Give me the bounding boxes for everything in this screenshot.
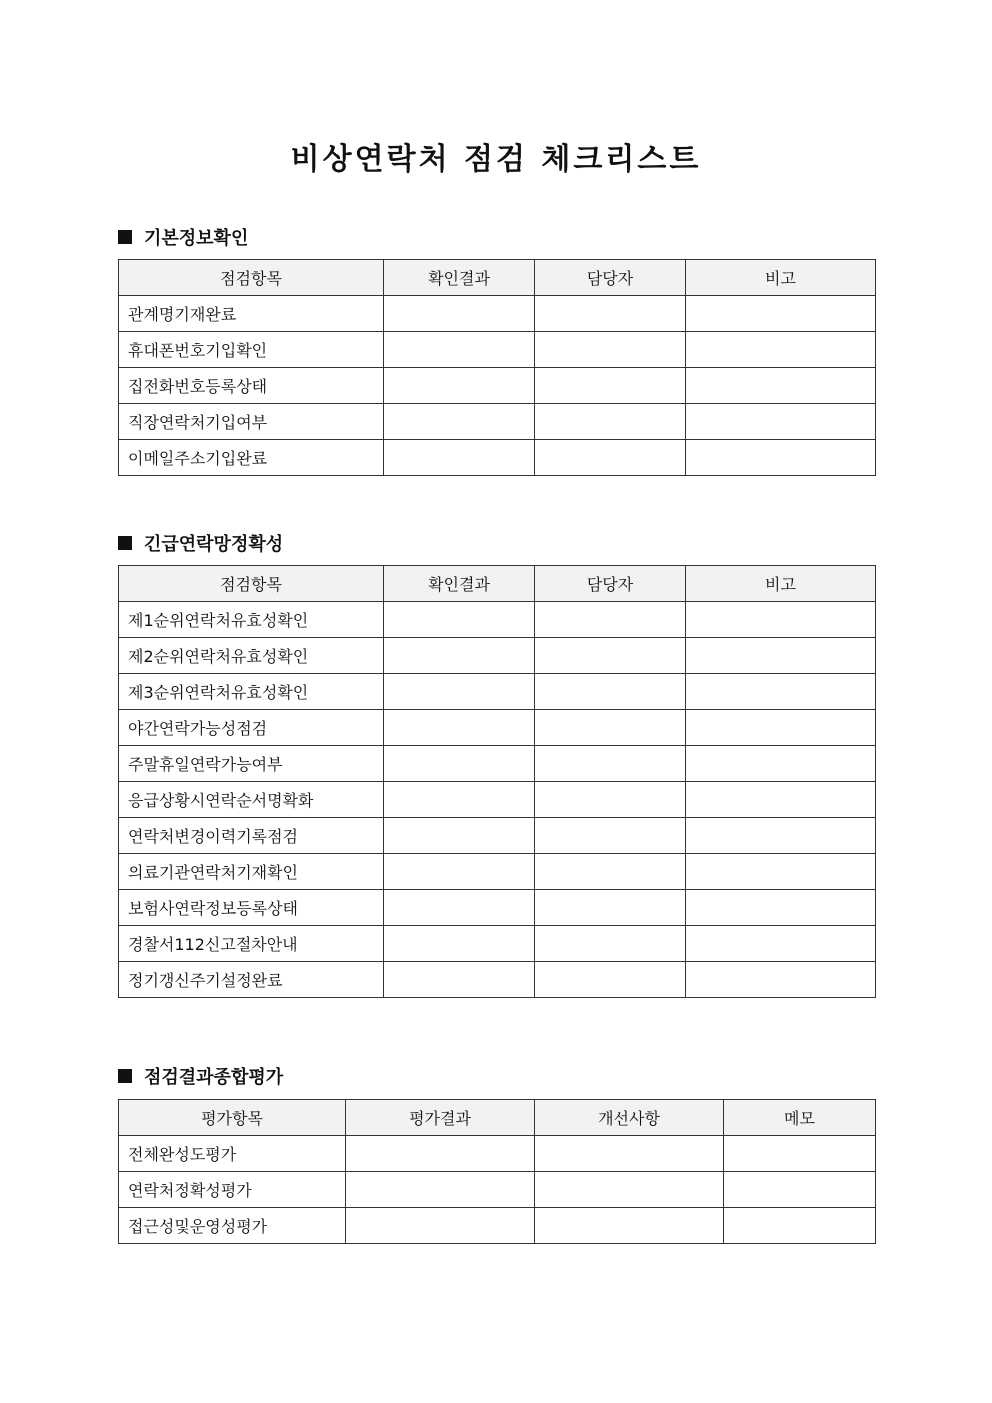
remarks-cell[interactable] [686, 962, 876, 998]
check-item-label: 이메일주소기입완료 [119, 440, 384, 476]
evaluation-result-cell[interactable] [346, 1208, 535, 1244]
assignee-cell[interactable] [535, 890, 686, 926]
result-cell[interactable] [384, 962, 535, 998]
remarks-cell[interactable] [686, 638, 876, 674]
section-heading-emergency-network [118, 530, 283, 556]
table-row [119, 440, 876, 476]
improvement-cell[interactable] [535, 1208, 724, 1244]
remarks-cell[interactable] [686, 404, 876, 440]
check-item-label: 제1순위연락처유효성확인 [119, 602, 384, 638]
table-row [119, 638, 876, 674]
table-row [119, 962, 876, 998]
square-bullet-icon [118, 1069, 132, 1083]
section-heading-overall-evaluation [118, 1063, 283, 1089]
result-cell[interactable] [384, 440, 535, 476]
table-row [119, 404, 876, 440]
evaluation-result-cell[interactable] [346, 1172, 535, 1208]
overall-evaluation-table [118, 1099, 876, 1244]
result-cell[interactable] [384, 782, 535, 818]
result-cell[interactable] [384, 674, 535, 710]
column-header: 비고 [686, 566, 876, 602]
remarks-cell[interactable] [686, 602, 876, 638]
result-cell[interactable] [384, 746, 535, 782]
remarks-cell[interactable] [686, 368, 876, 404]
remarks-cell[interactable] [686, 926, 876, 962]
table-row [119, 854, 876, 890]
assignee-cell[interactable] [535, 332, 686, 368]
assignee-cell[interactable] [535, 440, 686, 476]
memo-cell[interactable] [724, 1172, 876, 1208]
table-header-row [119, 566, 876, 602]
table-row [119, 710, 876, 746]
assignee-cell[interactable] [535, 602, 686, 638]
column-header: 메모 [724, 1100, 876, 1136]
assignee-cell[interactable] [535, 782, 686, 818]
remarks-cell[interactable] [686, 890, 876, 926]
check-item-label: 주말휴일연락가능여부 [119, 746, 384, 782]
page-title: 비상연락처 점검 체크리스트 [290, 142, 702, 177]
column-header: 확인결과 [384, 566, 535, 602]
column-header: 담당자 [535, 260, 686, 296]
assignee-cell[interactable] [535, 296, 686, 332]
improvement-cell[interactable] [535, 1172, 724, 1208]
table-row [119, 1136, 876, 1172]
check-item-label: 집전화번호등록상태 [119, 368, 384, 404]
column-header: 확인결과 [384, 260, 535, 296]
table-row [119, 782, 876, 818]
table-row [119, 926, 876, 962]
table-row [119, 890, 876, 926]
result-cell[interactable] [384, 638, 535, 674]
check-item-label: 경찰서112신고절차안내 [119, 926, 384, 962]
check-item-label: 관계명기재완료 [119, 296, 384, 332]
remarks-cell[interactable] [686, 854, 876, 890]
result-cell[interactable] [384, 404, 535, 440]
column-header: 평가결과 [346, 1100, 535, 1136]
result-cell[interactable] [384, 710, 535, 746]
improvement-cell[interactable] [535, 1136, 724, 1172]
remarks-cell[interactable] [686, 746, 876, 782]
table-row [119, 674, 876, 710]
section-heading-basic-info [118, 224, 248, 250]
table-row [119, 1208, 876, 1244]
section-heading-text: 기본정보확인 [144, 228, 249, 249]
table-row [119, 746, 876, 782]
evaluation-item-label: 전체완성도평가 [119, 1136, 346, 1172]
remarks-cell[interactable] [686, 332, 876, 368]
memo-cell[interactable] [724, 1208, 876, 1244]
table-row [119, 602, 876, 638]
assignee-cell[interactable] [535, 962, 686, 998]
remarks-cell[interactable] [686, 710, 876, 746]
emergency-network-table [118, 565, 876, 998]
check-item-label: 직장연락처기입여부 [119, 404, 384, 440]
assignee-cell[interactable] [535, 854, 686, 890]
remarks-cell[interactable] [686, 674, 876, 710]
table-row [119, 296, 876, 332]
result-cell[interactable] [384, 332, 535, 368]
section-heading-text: 점검결과종합평가 [144, 1067, 284, 1088]
table-row [119, 332, 876, 368]
check-item-label: 보험사연락정보등록상태 [119, 890, 384, 926]
check-item-label: 정기갱신주기설정완료 [119, 962, 384, 998]
assignee-cell[interactable] [535, 746, 686, 782]
remarks-cell[interactable] [686, 296, 876, 332]
evaluation-item-label: 연락처정확성평가 [119, 1172, 346, 1208]
table-row [119, 818, 876, 854]
check-item-label: 의료기관연락처기재확인 [119, 854, 384, 890]
memo-cell[interactable] [724, 1136, 876, 1172]
evaluation-item-label: 접근성및운영성평가 [119, 1208, 346, 1244]
remarks-cell[interactable] [686, 818, 876, 854]
basic-info-table [118, 259, 876, 476]
square-bullet-icon [118, 536, 132, 550]
remarks-cell[interactable] [686, 782, 876, 818]
table-header-row [119, 260, 876, 296]
table-row [119, 368, 876, 404]
column-header: 비고 [686, 260, 876, 296]
result-cell[interactable] [384, 602, 535, 638]
check-item-label: 야간연락가능성점검 [119, 710, 384, 746]
assignee-cell[interactable] [535, 818, 686, 854]
assignee-cell[interactable] [535, 710, 686, 746]
check-item-label: 제3순위연락처유효성확인 [119, 674, 384, 710]
column-header: 점검항목 [119, 260, 384, 296]
column-header: 개선사항 [535, 1100, 724, 1136]
result-cell[interactable] [384, 296, 535, 332]
column-header: 점검항목 [119, 566, 384, 602]
assignee-cell[interactable] [535, 404, 686, 440]
assignee-cell[interactable] [535, 368, 686, 404]
result-cell[interactable] [384, 368, 535, 404]
square-bullet-icon [118, 230, 132, 244]
result-cell[interactable] [384, 818, 535, 854]
check-item-label: 제2순위연락처유효성확인 [119, 638, 384, 674]
result-cell[interactable] [384, 854, 535, 890]
table-row [119, 1172, 876, 1208]
result-cell[interactable] [384, 926, 535, 962]
column-header: 평가항목 [119, 1100, 346, 1136]
assignee-cell[interactable] [535, 674, 686, 710]
section-heading-text: 긴급연락망정확성 [144, 534, 284, 555]
check-item-label: 응급상황시연락순서명확화 [119, 782, 384, 818]
evaluation-result-cell[interactable] [346, 1136, 535, 1172]
table-header-row [119, 1100, 876, 1136]
remarks-cell[interactable] [686, 440, 876, 476]
check-item-label: 휴대폰번호기입확인 [119, 332, 384, 368]
column-header: 담당자 [535, 566, 686, 602]
assignee-cell[interactable] [535, 638, 686, 674]
result-cell[interactable] [384, 890, 535, 926]
assignee-cell[interactable] [535, 926, 686, 962]
check-item-label: 연락처변경이력기록점검 [119, 818, 384, 854]
